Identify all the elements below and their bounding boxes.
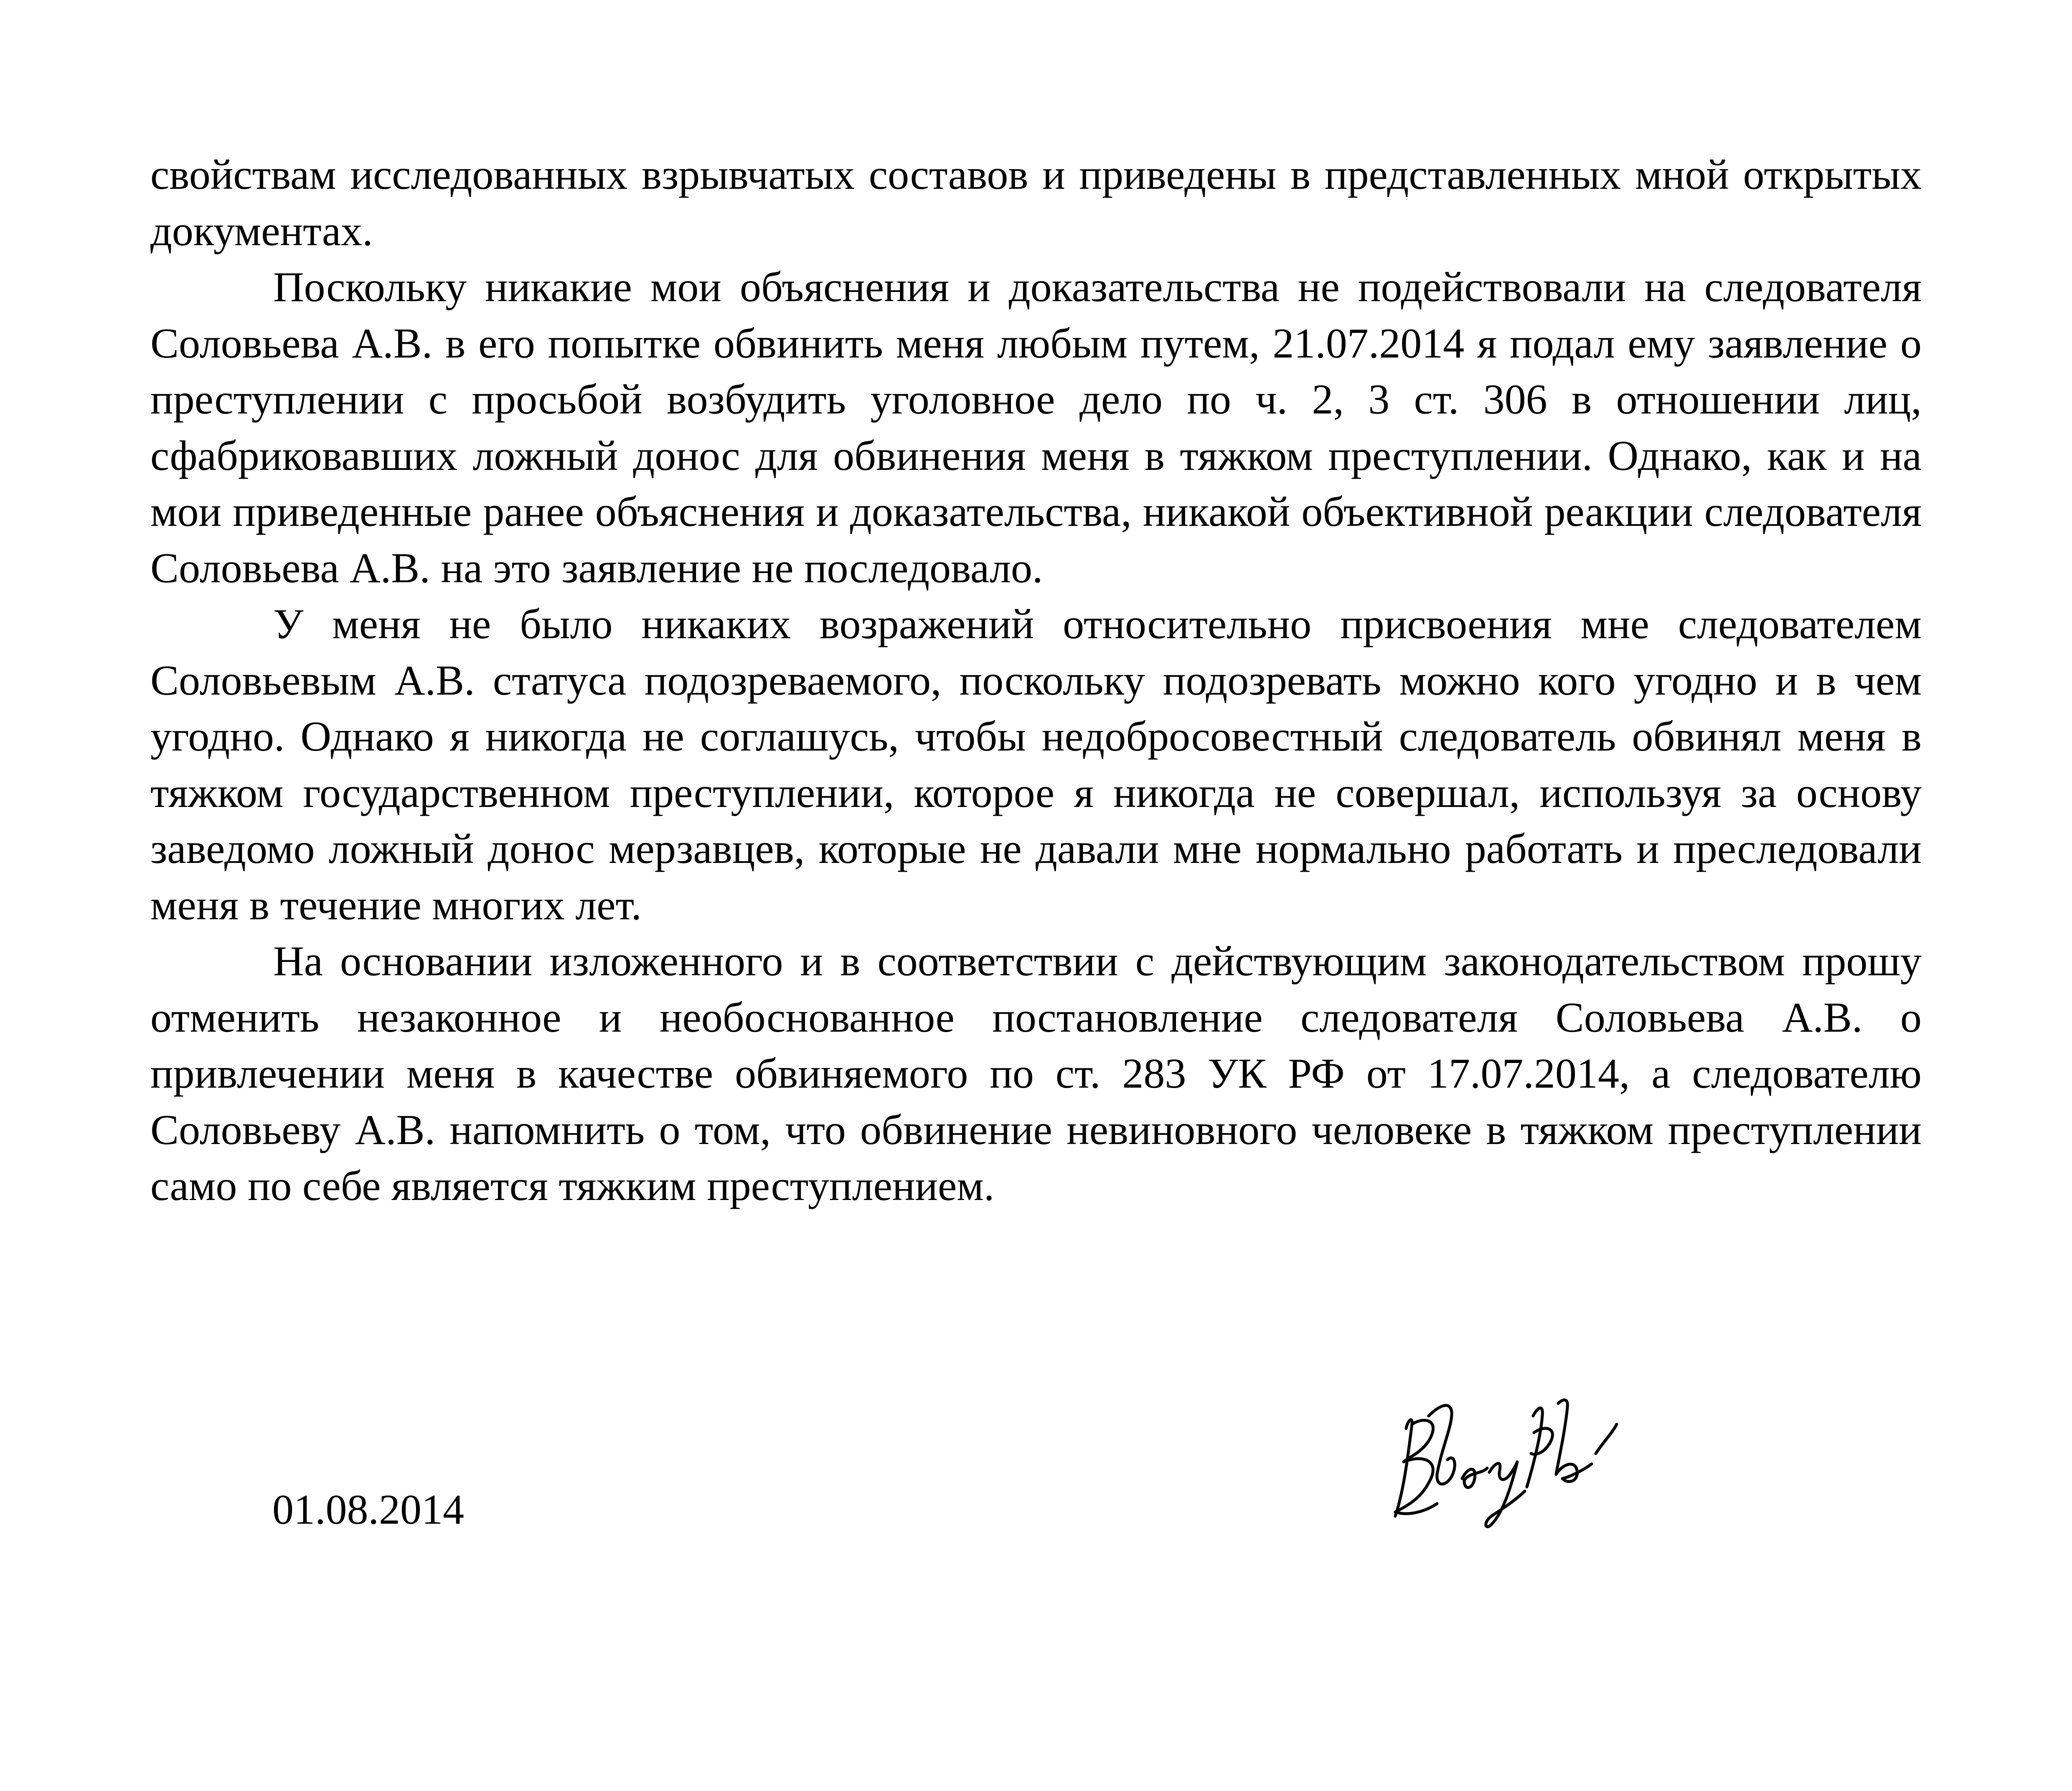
paragraph-complaint-filed: Поскольку никакие мои объяснения и доказательства не подействовали на следователя Соловьева А.В. в его попытке обвинить меня любым путем, 21.07.2014 я подал ему заявление о преступлении с просьбой возбудить уголовное дело по ч. 2, 3 ст. 306 в отношении лиц, сфабриковавших ложный донос для обвинения меня в тяжком преступлении. Однако, как и на мои приведенные ранее объяснения и доказательства, никакой объективной реакции следователя Соловьева А.В. на это заявление не последовало. [150, 264, 1922, 592]
paragraph-request: На основании изложенного и в соответствии с действующим законодательством прошу отменить незаконное и необоснованное постановление следователя Соловьева А.В. о привлечении меня в качестве обвиняемого по ст. 283 УК РФ от 17.07.2014, а следователю Соловьеву А.В. напомнить о том, что обвинение невиновного человеке в тяжком преступлении само по себе является тяжким преступлением. [150, 938, 1922, 1210]
document-date: 01.08.2014 [272, 1486, 464, 1533]
signature-icon [1379, 1391, 1654, 1533]
paragraph-suspect-status: У меня не было никаких возражений относительно присвоения мне следователем Соловьевым А.В. статуса подозреваемого, поскольку подозревать можно кого угодно и в чем угодно. Однако я никогда не соглашусь, чтобы недобросовестный следователь обвинял меня в тяжком государственном преступлении, которое я никогда не совершал, используя за основу заведомо ложный донос мерзавцев, которые не давали мне нормально работать и преследовали меня в течение многих лет. [150, 601, 1922, 929]
document-body [150, 147, 1922, 1215]
paragraph-continuation: свойствам исследованных взрывчатых составов и приведены в представленных мной открытых документах. [150, 151, 1922, 255]
